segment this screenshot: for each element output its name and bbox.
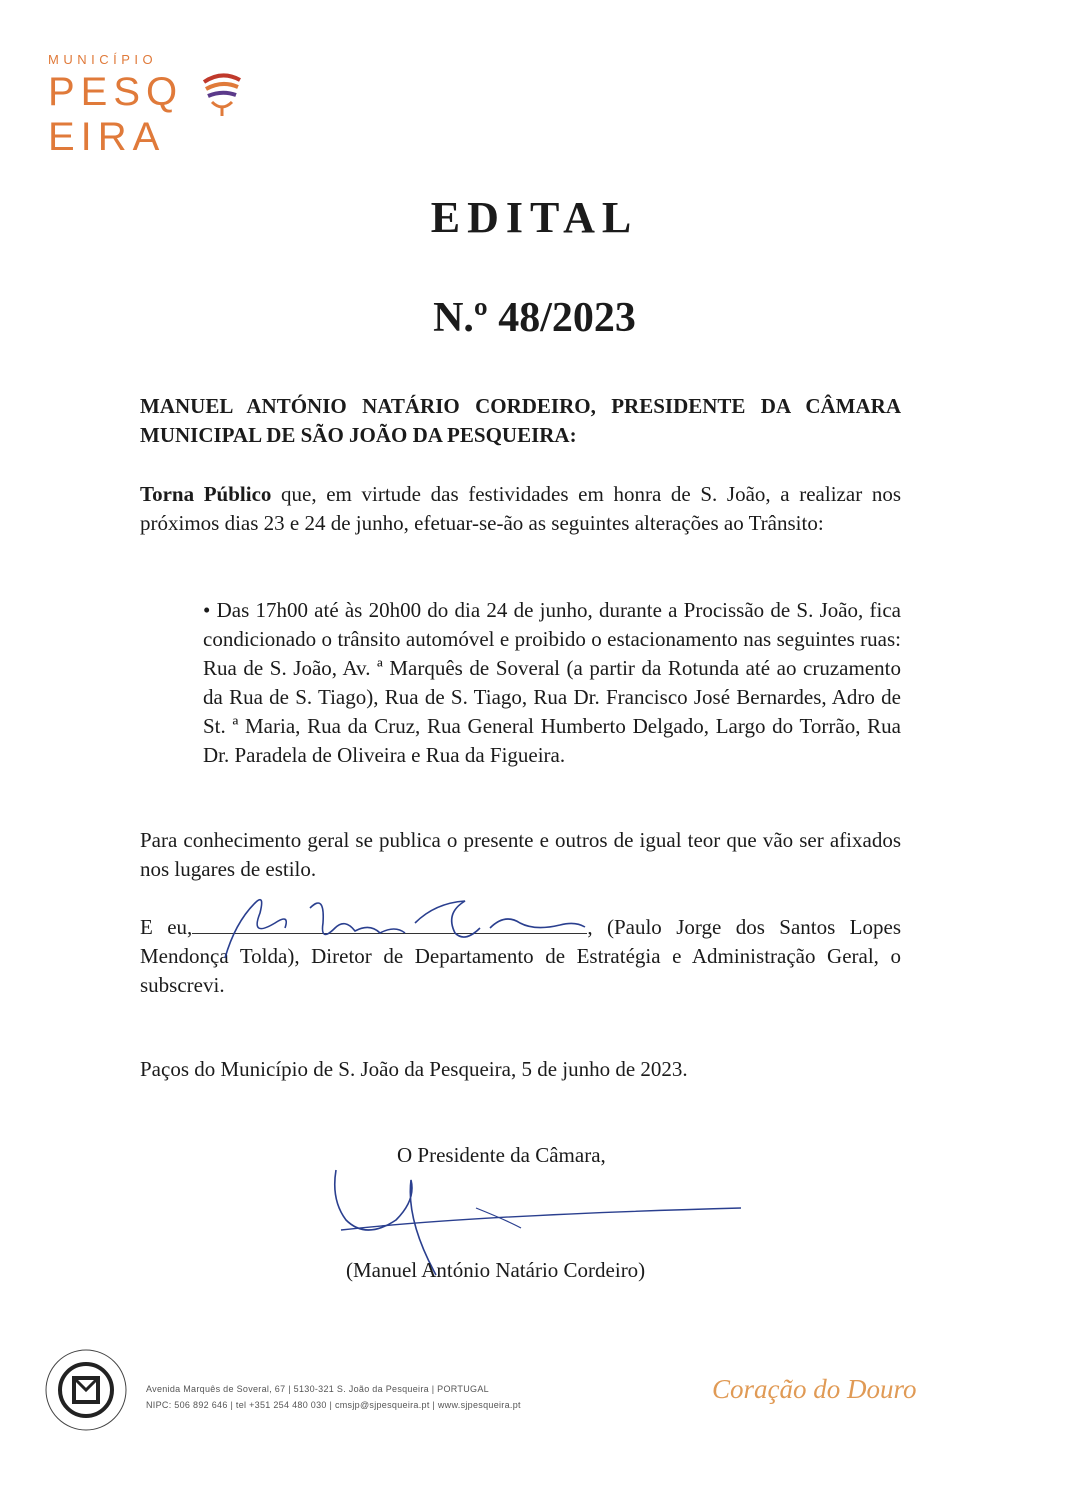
president-name: (Manuel António Natário Cordeiro): [346, 1258, 646, 1282]
place-and-date: Paços do Município de S. João da Pesqueira, 5 de junho de 2023.: [140, 1057, 688, 1081]
edital-number: N.º 48/2023: [433, 295, 636, 341]
logo-name-left: PESQ: [48, 70, 184, 114]
logo-name-right: EIRA: [48, 115, 166, 159]
footer-address: Avenida Marquês de Soveral, 67 | 5130-321 S. João da Pesqueira | PORTUGAL: [146, 1384, 489, 1394]
director-signature: [205, 883, 595, 963]
announcement-paragraph: [140, 480, 901, 538]
logo-emblem-icon: [196, 68, 248, 118]
subscriber-text: , (Paulo Jorge dos Santos Lopes Mendonça Tolda), Diretor de Departamento de Estratégia e Administração Geral, o subscrevi.: [140, 915, 902, 997]
announcement-text: que, em virtude das festividades em honra de S. João, a realizar nos próximos dias 23 e 24 de junho, efetuar-se-ão as seguintes alterações ao Trânsito:: [140, 482, 901, 535]
announcement-lead: Torna Público: [140, 482, 272, 506]
bullet-icon: •: [203, 598, 211, 622]
president-heading: MANUEL ANTÓNIO NATÁRIO CORDEIRO, PRESIDENTE DA CÂMARA MUNICIPAL DE SÃO JOÃO DA PESQUEIRA:: [140, 394, 901, 447]
world-heritage-emblem-icon: [44, 1348, 128, 1432]
municipality-logo: [48, 52, 348, 159]
document-title: EDITAL: [430, 193, 639, 242]
footer-contact: NIPC: 506 892 646 | tel +351 254 480 030 | cmsjp@sjpesqueira.pt | www.sjpesqueira.pt: [146, 1400, 521, 1410]
subscriber-lead: E eu,: [140, 915, 193, 939]
logo-municipio-text: MUNICÍPIO: [48, 52, 158, 67]
traffic-restriction-item: [203, 596, 901, 770]
footer-slogan: Coração do Douro: [712, 1374, 917, 1404]
publication-paragraph: Para conhecimento geral se publica o presente e outros de igual teor que vão ser afixados nos lugares de estilo.: [140, 828, 901, 881]
traffic-restriction-text: Das 17h00 até às 20h00 do dia 24 de junho, durante a Procissão de S. João, fica condicionado o trânsito automóvel e proibido o estacionamento nas seguintes ruas: Rua de S. João, Av. ª Marquês de Soveral (a partir da Rotunda até ao cruzamento da Rua de S. Tiago), Rua de S. Tiago, Rua Dr. Francisco José Bernardes, Adro de St. ª Maria, Rua da Cruz, Rua General Humberto Delgado, Largo do Torrão, Rua Dr. Paradela de Oliveira e Rua da Figueira.: [203, 598, 901, 767]
president-title: O Presidente da Câmara,: [397, 1143, 606, 1167]
